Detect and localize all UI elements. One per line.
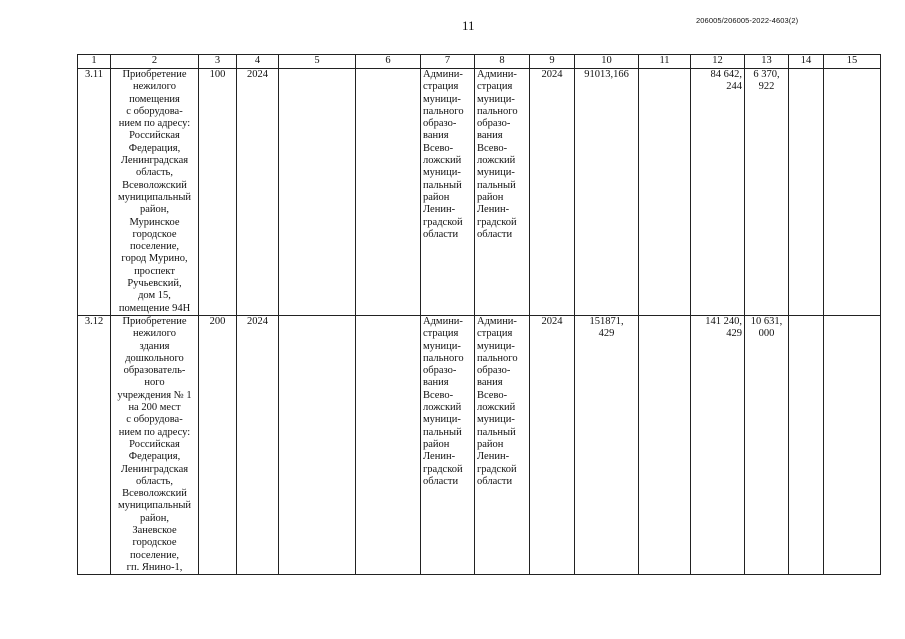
customer-cell: Админи- страция муници- пального образо- вания Всево- ложский муници- пальный район Ленин- градской области (421, 69, 475, 316)
column-header-11: 11 (639, 55, 691, 69)
capacity-cell: 100 (199, 69, 237, 316)
column-header-6: 6 (356, 55, 421, 69)
capacity-cell: 200 (199, 315, 237, 574)
column-6-cell (356, 315, 421, 574)
column-11-cell (639, 315, 691, 574)
column-6-cell (356, 69, 421, 316)
column-header-10: 10 (575, 55, 639, 69)
column-header-3: 3 (199, 55, 237, 69)
column-header-9: 9 (530, 55, 575, 69)
developer-cell: Админи- страция муници- пального образо- вания Всево- ложский муници- пальный район Ленин- градской области (475, 315, 530, 574)
column-15-cell (824, 69, 881, 316)
row-number-cell: 3.11 (78, 69, 111, 316)
year-cell: 2024 (237, 315, 279, 574)
column-15-cell (824, 315, 881, 574)
column-5-cell (279, 69, 356, 316)
column-header-5: 5 (279, 55, 356, 69)
table-row (78, 69, 881, 316)
table-header-row (78, 55, 881, 69)
page-number: 11 (462, 18, 475, 33)
regional-amount-cell: 84 642, 244 (691, 69, 745, 316)
row-number-cell: 3.12 (78, 315, 111, 574)
column-header-7: 7 (421, 55, 475, 69)
local-amount-cell: 6 370, 922 (745, 69, 789, 316)
column-header-13: 13 (745, 55, 789, 69)
column-header-15: 15 (824, 55, 881, 69)
item-description-cell: Приобретение нежилого помещения с оборудова- нием по адресу: Российская Федерация, Ленинградская область, Всеволожский муниципальный район, Муринское городское поселение, город Мурино, проспект Ручьевский, дом 15, помещение 94Н (111, 69, 199, 316)
column-14-cell (789, 315, 824, 574)
customer-cell: Админи- страция муници- пального образо- вания Всево- ложский муници- пальный район Ленин- градской области (421, 315, 475, 574)
document-code: 206005/206005-2022-4603(2) (696, 16, 799, 25)
data-table (77, 54, 881, 575)
column-header-8: 8 (475, 55, 530, 69)
year-cell: 2024 (237, 69, 279, 316)
item-description-cell: Приобретение нежилого здания дошкольного образователь- ного учреждения № 1 на 200 мест с оборудова- нием по адресу: Российская Федерация, Ленинградская область, Всеволожский муниципальный район, Заневское городское поселение, гп. Янино-1, (111, 315, 199, 574)
local-amount-cell: 10 631, 000 (745, 315, 789, 574)
column-header-4: 4 (237, 55, 279, 69)
completion-year-cell: 2024 (530, 69, 575, 316)
column-header-12: 12 (691, 55, 745, 69)
column-header-2: 2 (111, 55, 199, 69)
regional-amount-cell: 141 240, 429 (691, 315, 745, 574)
developer-cell: Админи- страция муници- пального образо- вания Всево- ложский муници- пальный район Ленин- градской области (475, 69, 530, 316)
column-header-14: 14 (789, 55, 824, 69)
total-amount-cell: 151871, 429 (575, 315, 639, 574)
table-row (78, 315, 881, 574)
column-5-cell (279, 315, 356, 574)
total-amount-cell: 91013,166 (575, 69, 639, 316)
column-14-cell (789, 69, 824, 316)
completion-year-cell: 2024 (530, 315, 575, 574)
column-header-1: 1 (78, 55, 111, 69)
column-11-cell (639, 69, 691, 316)
